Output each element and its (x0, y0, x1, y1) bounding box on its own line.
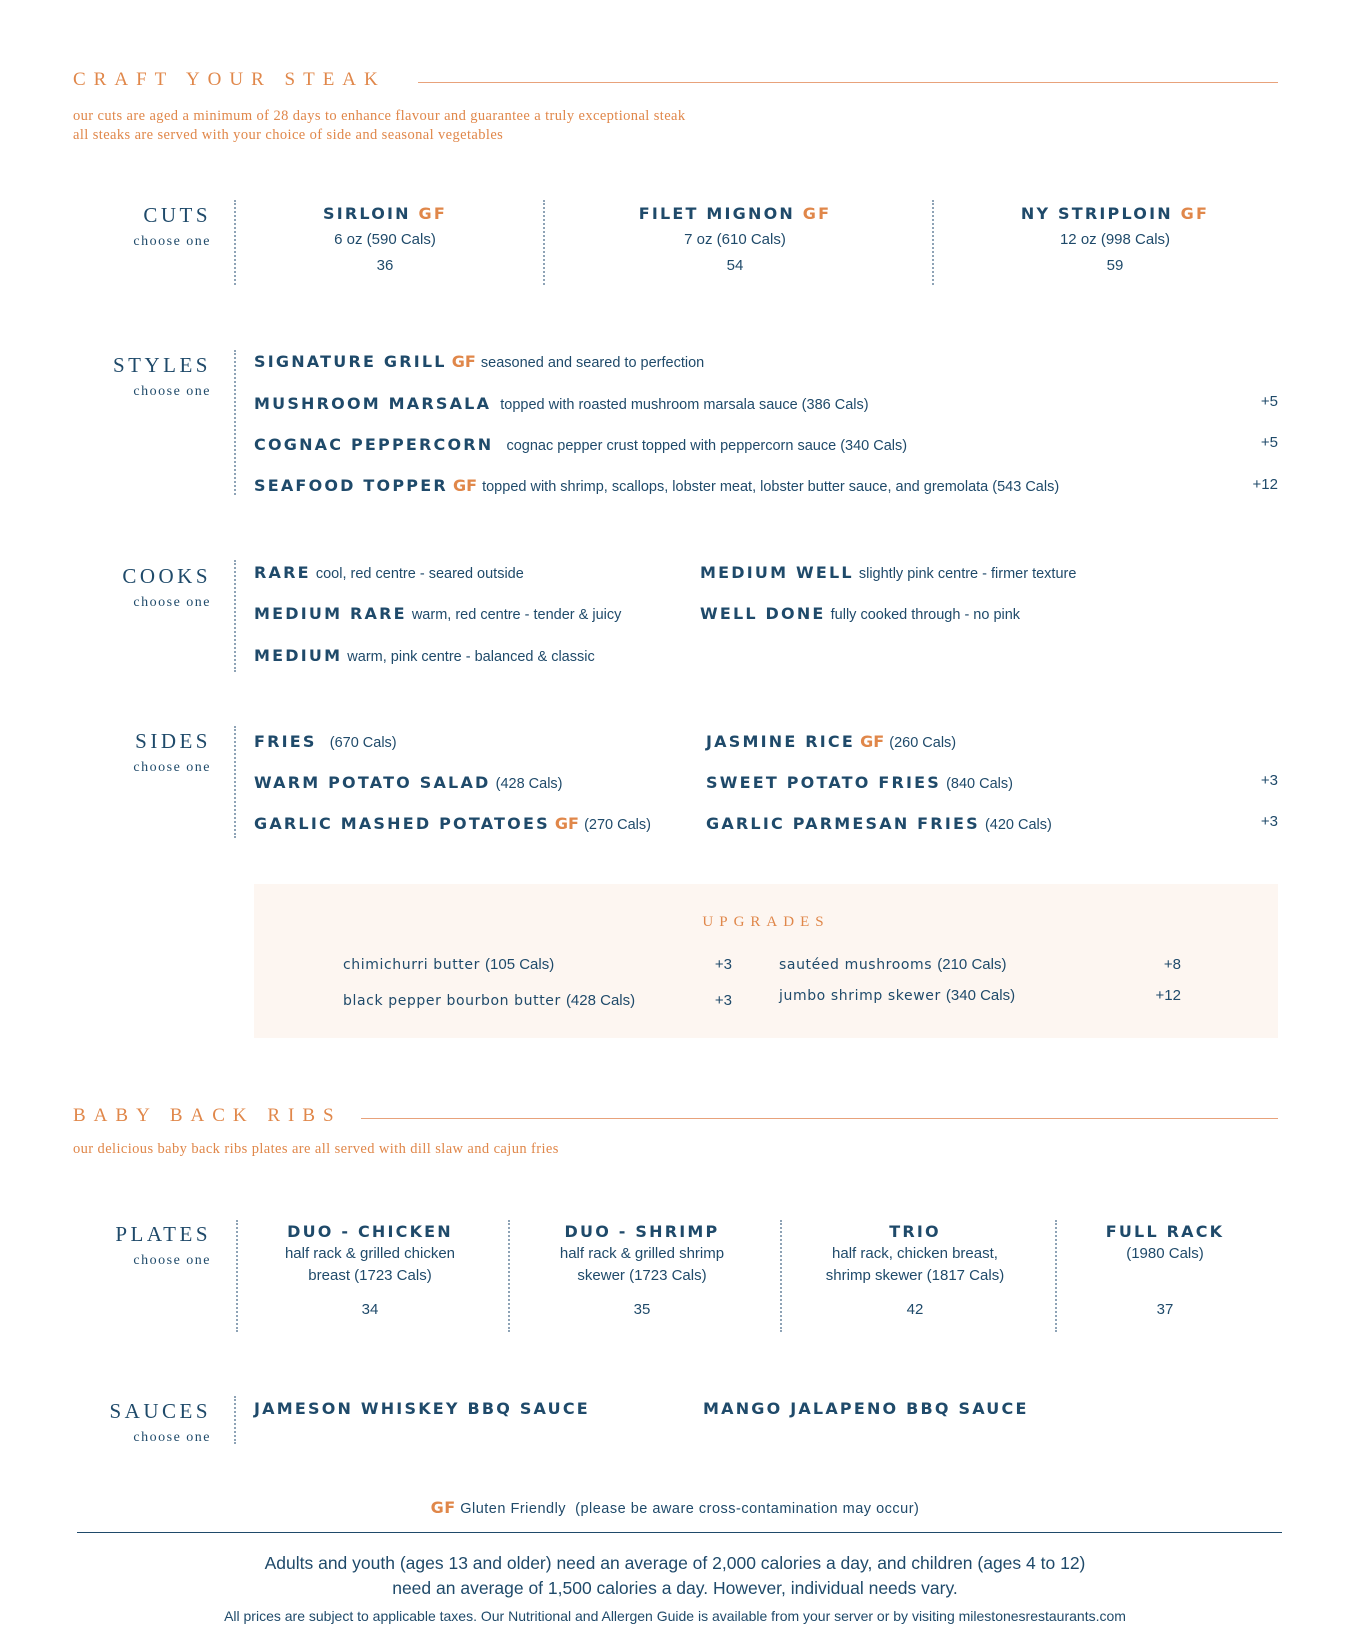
steak-section-title: CRAFT YOUR STEAK (73, 69, 386, 90)
cuts-divider (932, 200, 934, 285)
cut-item-sirloin[interactable] (245, 204, 525, 274)
style-desc: topped with shrimp, scallops, lobster meat, lobster butter sauce, and gremolata (543 Cals) (482, 479, 1060, 495)
upgrade-name: chimichurri butter (343, 957, 480, 973)
cook-desc: warm, pink centre - balanced & classic (347, 649, 595, 665)
footer-rule (77, 1532, 1282, 1533)
gf-badge: GF (452, 476, 477, 495)
side-item-warm-potato-salad[interactable] (254, 773, 563, 792)
cook-item-rare[interactable] (254, 563, 524, 582)
style-desc: topped with roasted mushroom marsala sauce (386 Cals) (500, 397, 869, 413)
plate-desc-line: half rack & grilled shrimp (559, 1245, 725, 1262)
side-cals: (270 Cals) (584, 817, 651, 833)
gf-badge: GF (860, 732, 885, 751)
sauces-choose-one: choose one (133, 1430, 211, 1445)
cooks-label: COOKS (122, 564, 211, 588)
cooks-choose-one: choose one (133, 595, 211, 610)
cut-price: 54 (726, 257, 744, 274)
upgrade-item-chimichurri-butter[interactable] (343, 956, 554, 973)
upgrade-cals: (105 Cals) (485, 956, 555, 973)
gf-badge: GF (802, 204, 832, 223)
side-name: SWEET POTATO FRIES (706, 773, 941, 792)
steak-subtitle-2: all steaks are served with your choice of side and seasonal vegetables (73, 127, 504, 143)
plate-item-trio[interactable] (795, 1222, 1035, 1318)
styles-label: STYLES (112, 353, 211, 377)
style-item-seafood-topper[interactable] (254, 476, 1059, 495)
cook-name: WELL DONE (700, 604, 826, 623)
gf-legend (0, 1498, 1350, 1517)
cuts-divider (543, 200, 545, 285)
styles-choose-one: choose one (133, 384, 211, 399)
calorie-statement (0, 1551, 1350, 1601)
steak-title-rule (418, 82, 1278, 83)
cook-name: MEDIUM (254, 646, 343, 665)
legal-notice: All prices are subject to applicable taxes. Our Nutritional and Allergen Guide is available from your server or by visiting milestonesrestaurants.com (224, 1608, 1126, 1624)
plates-divider (780, 1220, 782, 1332)
side-name: WARM POTATO SALAD (254, 773, 491, 792)
gf-legend-note: (please be aware cross-contamination may occur) (575, 1501, 920, 1517)
plate-price: 34 (361, 1301, 379, 1318)
side-name: GARLIC PARMESAN FRIES (706, 814, 980, 833)
cook-item-well-done[interactable] (700, 604, 1020, 623)
upgrade-name: jumbo shrimp skewer (779, 988, 941, 1004)
side-name: GARLIC MASHED POTATOES (254, 814, 550, 833)
plate-desc (250, 1243, 490, 1287)
plate-item-duo-chicken[interactable] (250, 1222, 490, 1318)
gf-badge: GF (554, 814, 579, 833)
style-name: MUSHROOM MARSALA (254, 394, 492, 413)
gf-badge: GF (418, 204, 448, 223)
cut-item-ny-striploin[interactable] (950, 204, 1280, 274)
plate-desc-line: (1980 Cals) (1126, 1245, 1204, 1262)
plate-item-duo-shrimp[interactable] (522, 1222, 762, 1318)
cook-item-medium-rare[interactable] (254, 604, 621, 623)
upgrade-price: +8 (1163, 956, 1181, 973)
upgrade-item-jumbo-shrimp-skewer[interactable] (779, 987, 1015, 1004)
plates-category (61, 1222, 211, 1269)
cook-name: RARE (254, 563, 311, 582)
cuts-divider (234, 200, 236, 285)
gf-badge: GF (1180, 204, 1210, 223)
sauces-label: SAUCES (109, 1399, 211, 1423)
plate-price: 42 (906, 1301, 924, 1318)
upgrade-price: +12 (1155, 987, 1181, 1004)
plate-desc (522, 1243, 762, 1287)
sauce-item-jameson-whiskey[interactable]: JAMESON WHISKEY BBQ SAUCE (254, 1399, 590, 1418)
style-name: COGNAC PEPPERCORN (254, 435, 494, 454)
plate-price: 37 (1156, 1301, 1174, 1318)
steak-subtitle-1: our cuts are aged a minimum of 28 days to enhance flavour and guarantee a truly exceptional steak (73, 108, 686, 124)
cut-detail: 7 oz (610 Cals) (684, 231, 786, 248)
style-price: +5 (1260, 434, 1278, 451)
cut-price: 36 (376, 257, 394, 274)
cut-price: 59 (1106, 257, 1124, 274)
upgrade-item-sauteed-mushrooms[interactable] (779, 956, 1006, 973)
cuts-choose-one: choose one (133, 234, 211, 249)
cook-item-medium-well[interactable] (700, 563, 1076, 582)
sides-label: SIDES (135, 729, 211, 753)
plate-item-full-rack[interactable] (1070, 1222, 1260, 1318)
calorie-line: need an average of 1,500 calories a day. However, individual needs vary. (392, 1578, 958, 1598)
upgrade-price: +3 (714, 956, 732, 973)
cut-detail: 6 oz (590 Cals) (334, 231, 436, 248)
side-item-jasmine-rice[interactable] (706, 732, 956, 751)
gf-badge: GF (451, 352, 476, 371)
sides-divider (234, 726, 236, 838)
cut-name: NY STRIPLOIN (1020, 204, 1173, 223)
side-cals: (420 Cals) (984, 817, 1052, 833)
cooks-divider (234, 560, 236, 672)
cook-desc: cool, red centre - seared outside (315, 566, 524, 582)
plate-desc-line: half rack, chicken breast, (832, 1245, 998, 1262)
plates-divider (236, 1220, 238, 1332)
side-cals: (840 Cals) (946, 776, 1013, 792)
style-name: SIGNATURE GRILL (254, 352, 447, 371)
sauce-item-mango-jalapeno[interactable]: MANGO JALAPENO BBQ SAUCE (703, 1399, 1029, 1418)
cuts-category (61, 203, 211, 250)
plate-desc-line: half rack & grilled chicken (284, 1245, 456, 1262)
plates-choose-one: choose one (133, 1253, 211, 1268)
upgrades-title: UPGRADES (702, 914, 830, 930)
styles-divider (234, 350, 236, 495)
plate-price: 35 (633, 1301, 651, 1318)
upgrade-cals: (210 Cals) (937, 956, 1007, 973)
upgrade-price: +3 (714, 992, 732, 1009)
side-price: +3 (1260, 772, 1278, 789)
style-item-mushroom-marsala[interactable] (254, 394, 869, 413)
style-item-cognac-peppercorn[interactable] (254, 435, 907, 454)
cut-item-filet-mignon[interactable] (565, 204, 905, 274)
cook-desc: warm, red centre - tender & juicy (411, 607, 622, 623)
plate-name: DUO - SHRIMP (564, 1222, 720, 1241)
sides-choose-one: choose one (133, 760, 211, 775)
plates-divider (508, 1220, 510, 1332)
plate-desc (1070, 1243, 1260, 1287)
ribs-title-rule (361, 1118, 1278, 1119)
gf-legend-label: Gluten Friendly (460, 1501, 567, 1517)
style-desc: seasoned and seared to perfection (480, 355, 705, 371)
plate-desc-line: breast (1723 Cals) (308, 1267, 432, 1284)
style-price: +5 (1260, 393, 1278, 410)
side-cals: (260 Cals) (889, 735, 957, 751)
cook-desc: fully cooked through - no pink (830, 607, 1021, 623)
ribs-section-title: BABY BACK RIBS (73, 1105, 342, 1126)
side-item-sweet-potato-fries[interactable] (706, 773, 1013, 792)
sides-category (61, 729, 211, 776)
side-cals: (670 Cals) (329, 735, 397, 751)
plate-desc-line: skewer (1723 Cals) (577, 1267, 707, 1284)
cook-desc: slightly pink centre - firmer texture (858, 566, 1077, 582)
style-name: SEAFOOD TOPPER (254, 476, 448, 495)
plates-label: PLATES (115, 1222, 211, 1246)
plate-name: FULL RACK (1105, 1222, 1225, 1241)
side-item-garlic-mashed-potatoes[interactable] (254, 814, 651, 833)
side-item-garlic-parmesan-fries[interactable] (706, 814, 1052, 833)
style-item-signature-grill[interactable] (254, 352, 704, 371)
side-cals: (428 Cals) (495, 776, 563, 792)
plate-desc-line: shrimp skewer (1817 Cals) (825, 1267, 1005, 1284)
upgrade-item-black-pepper-bourbon-butter[interactable] (343, 992, 635, 1009)
calorie-line: Adults and youth (ages 13 and older) need an average of 2,000 calories a day, and children (ages 4 to 12) (264, 1553, 1086, 1573)
sauces-category (61, 1399, 211, 1446)
cut-name: SIRLOIN (322, 204, 411, 223)
side-name: JASMINE RICE (706, 732, 855, 751)
style-price: +12 (1252, 476, 1278, 493)
upgrade-name: black pepper bourbon butter (343, 993, 561, 1009)
upgrade-cals: (428 Cals) (565, 992, 636, 1009)
side-name: FRIES (254, 732, 317, 751)
cooks-category (61, 564, 211, 611)
cook-name: MEDIUM WELL (700, 563, 854, 582)
sauces-divider (234, 1396, 236, 1444)
gf-badge: GF (430, 1498, 456, 1517)
plate-desc (795, 1243, 1035, 1287)
styles-category (61, 353, 211, 400)
cuts-label: CUTS (143, 203, 211, 227)
ribs-subtitle: our delicious baby back ribs plates are all served with dill slaw and cajun fries (73, 1141, 559, 1157)
upgrade-cals: (340 Cals) (945, 987, 1016, 1004)
cook-name: MEDIUM RARE (254, 604, 407, 623)
side-price: +3 (1260, 813, 1278, 830)
side-item-fries[interactable] (254, 732, 397, 751)
cut-detail: 12 oz (998 Cals) (1059, 231, 1171, 248)
style-desc: cognac pepper crust topped with peppercorn sauce (340 Cals) (506, 438, 908, 454)
upgrade-name: sautéed mushrooms (779, 957, 933, 973)
plates-divider (1055, 1220, 1057, 1332)
cook-item-medium[interactable] (254, 646, 595, 665)
cut-name: FILET MIGNON (638, 204, 796, 223)
plate-desc-line (1070, 1265, 1260, 1287)
plate-name: DUO - CHICKEN (287, 1222, 453, 1241)
plate-name: TRIO (889, 1222, 941, 1241)
